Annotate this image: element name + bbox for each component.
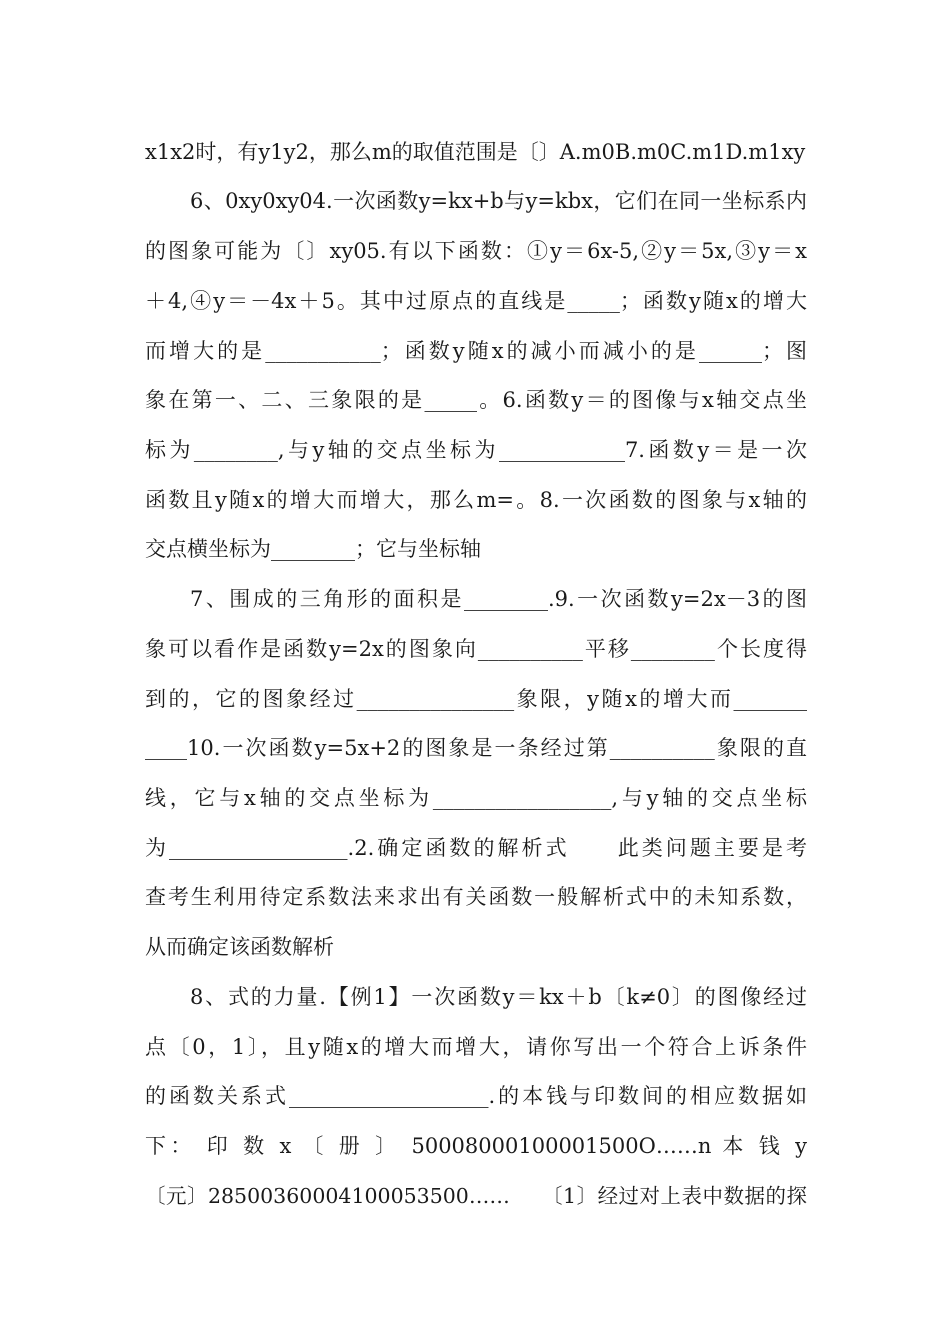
- text-line: 交点横坐标为________；它与坐标轴: [145, 537, 481, 561]
- text-line: 6、0xy0xy04.一次函数y=kx+b与y=kbx，它们在同一坐标系内: [190, 189, 807, 213]
- text-line: 下： 印 数 x 〔 册 〕 50008000100001500O……n 本 钱 y: [145, 1134, 807, 1158]
- text-line: 的函数关系式___________________.的本钱与印数间的相应数据如: [145, 1084, 807, 1108]
- text-line: 〔元〕28500360004100053500…… 〔1〕经过对上表中数据的探: [145, 1184, 807, 1208]
- text-line: ____10.一次函数y=5x+2的图象是一条经过第__________象限的直: [145, 736, 807, 760]
- text-line: 8、式的力量.【例1】一次函数y＝kx＋b〔k≠0〕的图像经过: [190, 985, 807, 1009]
- text-line: 标为________,与y轴的交点坐标为____________7.函数y＝是一次: [145, 438, 807, 462]
- text-line: 7、围成的三角形的面积是________.9.一次函数y=2x－3的图: [190, 587, 807, 611]
- text-line: x1x2时，有y1y2，那么m的取值范围是〔〕A.m0B.m0C.m1D.m1xy: [145, 140, 806, 164]
- text-line: 为_________________.2.确定函数的解析式 此类问题主要是考: [145, 836, 807, 860]
- text-line: 查考生利用待定系数法来求出有关函数一般解析式中的未知系数，: [145, 885, 807, 909]
- text-line: 函数且y随x的增大而增大，那么m=。8.一次函数的图象与x轴的: [145, 488, 807, 512]
- text-line: 象在第一、二、三象限的是_____。6.函数y＝的图像与x轴交点坐: [145, 388, 807, 412]
- text-line: 从而确定该函数解析: [145, 935, 334, 959]
- text-line: 而增大的是___________；函数y随x的减小而减小的是______；图: [145, 339, 807, 363]
- text-line: 的图象可能为〔〕xy05.有以下函数：①y＝6x-5,②y＝5x,③y＝x: [145, 239, 807, 263]
- text-line: 线，它与x轴的交点坐标为_________________,与y轴的交点坐标: [145, 786, 807, 810]
- text-line: 到的，它的图象经过_______________象限，y随x的增大而_______: [145, 687, 807, 711]
- text-line: 象可以看作是函数y=2x的图象向__________平移________个长度得: [145, 637, 807, 661]
- text-line: ＋4,④y＝－4x＋5。其中过原点的直线是_____；函数y随x的增大: [145, 289, 807, 313]
- text-line: 点〔0，1〕，且y随x的增大而增大，请你写出一个符合上诉条件: [145, 1035, 807, 1059]
